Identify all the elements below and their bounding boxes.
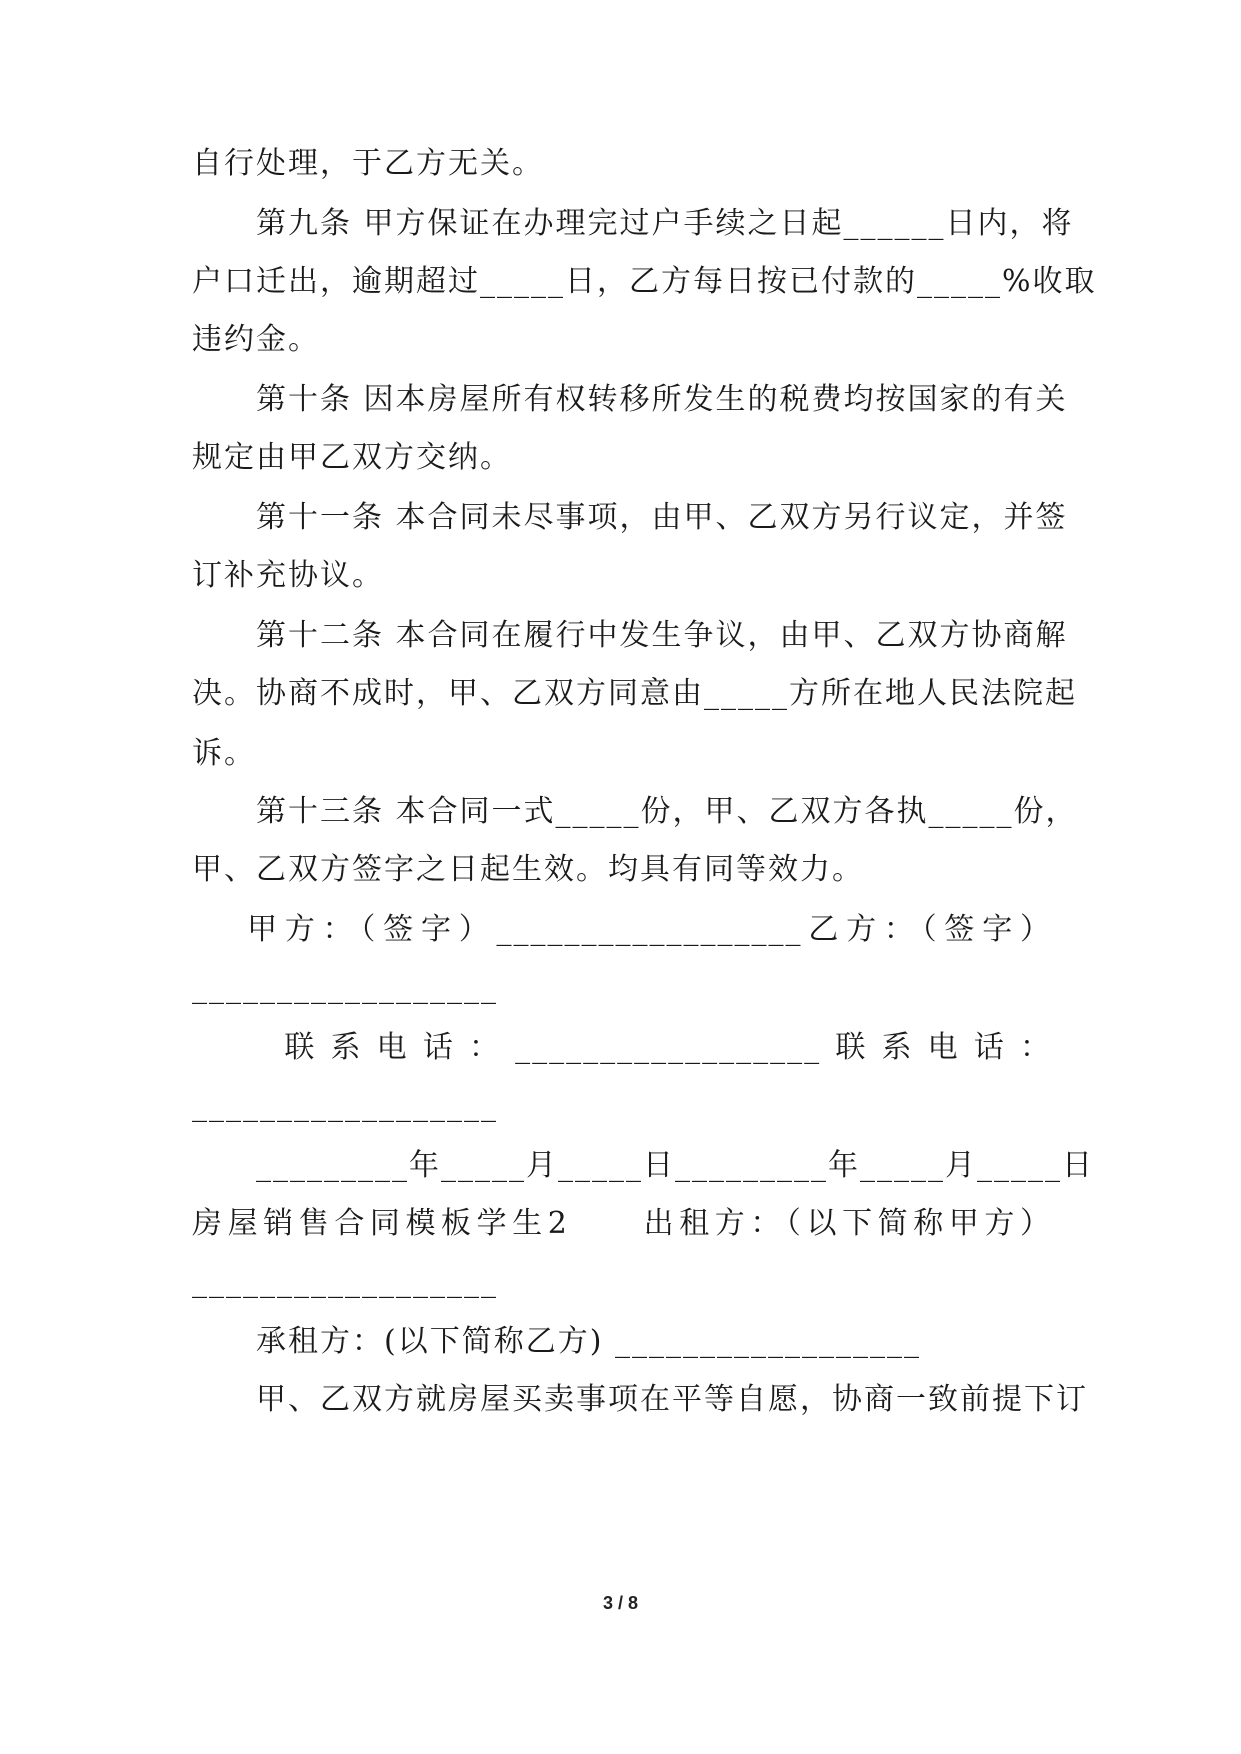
text-line: 第十三条 本合同一式_____份，甲、乙双方各执_____份，	[192, 794, 1078, 829]
text-line: 甲、乙双方签字之日起生效。均具有同等效力。	[192, 852, 864, 887]
page-number: 3 / 8	[602, 1593, 639, 1613]
text-line: 违约金。	[192, 322, 320, 357]
text-line: 决。协商不成时，甲、乙双方同意由_____方所在地人民法院起	[192, 676, 1077, 711]
contact-phone-line: 联系电话：__________________联系电话：	[192, 1030, 1052, 1065]
text-line: 订补充协议。	[192, 558, 384, 593]
date-line: _________年_____月_____日_________年_____月_____日	[192, 1148, 1094, 1183]
text-line: 第九条 甲方保证在办理完过户手续之日起______日内，将	[192, 206, 1074, 241]
text-line: 自行处理，于乙方无关。	[192, 146, 544, 181]
contact-phone-blank: __________________	[192, 1088, 498, 1123]
signature-blank: __________________	[192, 970, 498, 1005]
text-line: 诉。	[192, 736, 256, 771]
text-line: 承租方：(以下简称乙方) __________________	[192, 1324, 921, 1359]
text-line: 户口迁出，逾期超过_____日，乙方每日按已付款的_____%收取	[192, 264, 1097, 299]
text-line: 第十条 因本房屋所有权转移所发生的税费均按国家的有关	[192, 382, 1068, 417]
text-line: 规定由甲乙双方交纳。	[192, 440, 512, 475]
signature-line-party-a-b: 甲方：（签字）__________________乙方：（签字）	[192, 912, 1052, 947]
lessor-blank: __________________	[192, 1264, 498, 1299]
text-line: 房屋销售合同模板学生2 出租方：（以下简称甲方）	[192, 1206, 1052, 1241]
text-line: 甲、乙双方就房屋买卖事项在平等自愿，协商一致前提下订	[192, 1382, 1088, 1417]
text-line: 第十二条 本合同在履行中发生争议，由甲、乙双方协商解	[192, 618, 1068, 653]
text-line: 第十一条 本合同未尽事项，由甲、乙双方另行议定，并签	[192, 500, 1068, 535]
